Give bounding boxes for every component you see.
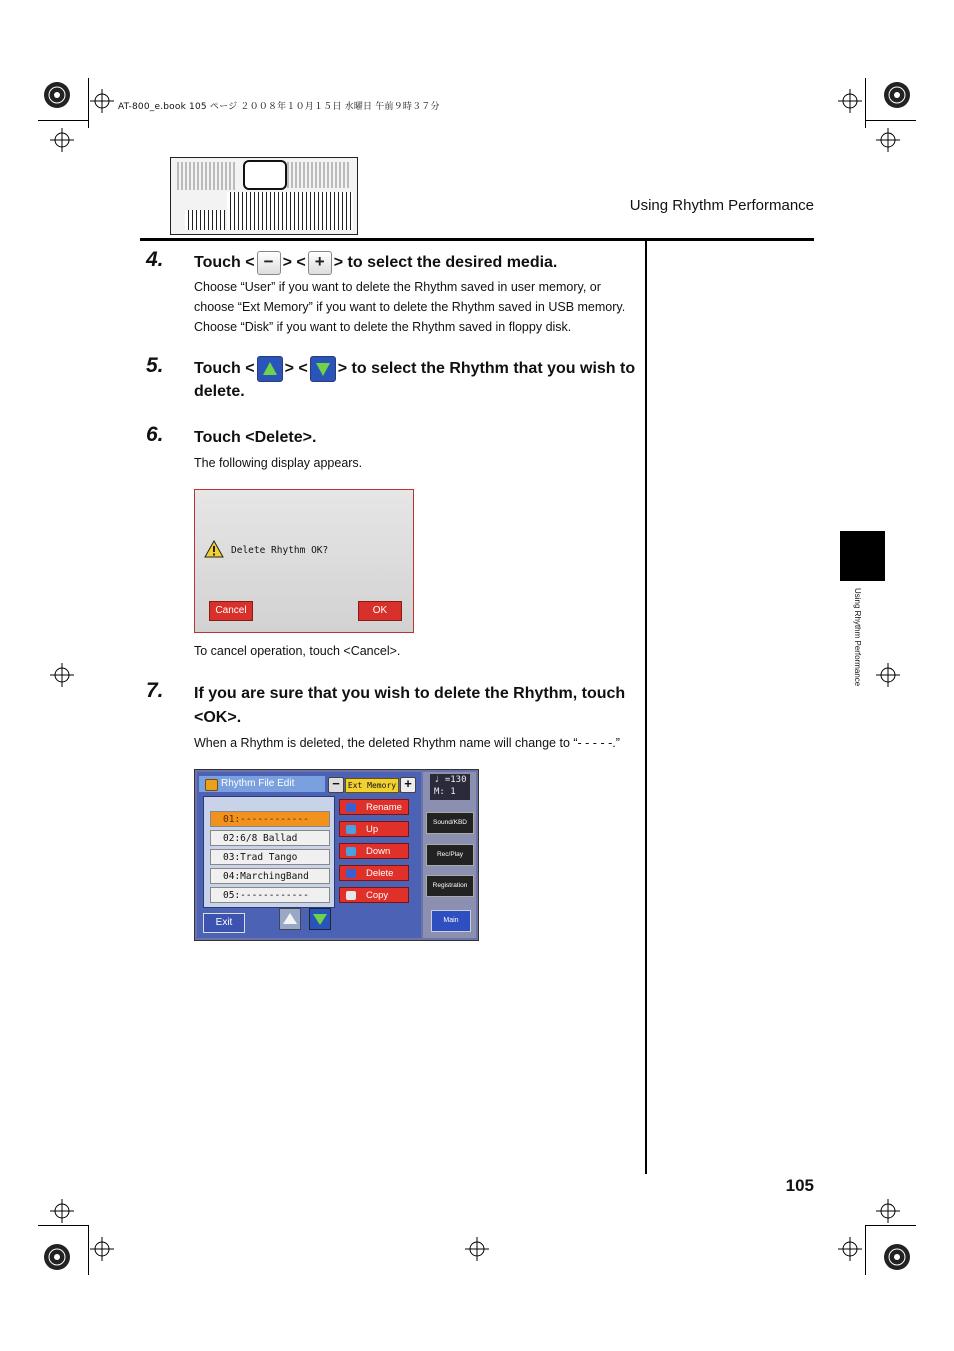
step-number: 4. bbox=[146, 248, 164, 271]
rename-button[interactable]: Rename bbox=[339, 799, 409, 815]
step-number: 6. bbox=[146, 423, 164, 446]
chapter-tab bbox=[840, 531, 885, 581]
media-plus-button[interactable]: + bbox=[400, 777, 416, 793]
list-item[interactable]: 03:Trad Tango bbox=[210, 849, 330, 865]
step-body: When a Rhythm is deleted, the deleted Rhythm name will change to “- - - - -.” bbox=[194, 736, 620, 750]
trash-icon bbox=[346, 869, 356, 878]
step-heading: Touch < > < > to select the Rhythm that you wish to bbox=[194, 356, 635, 382]
step-number: 7. bbox=[146, 679, 164, 702]
down-button[interactable]: Down bbox=[339, 843, 409, 859]
step-heading: Touch < − > < + > to select the desired media. bbox=[194, 251, 557, 275]
media-display: Ext Memory bbox=[345, 778, 399, 793]
chapter-tab-label: Using Rhythm Performance bbox=[853, 588, 862, 687]
organ-screen-highlight bbox=[243, 160, 287, 190]
media-minus-button[interactable]: − bbox=[328, 777, 344, 793]
cancel-button[interactable]: Cancel bbox=[209, 601, 253, 621]
step-body-line: choose “Ext Memory” if you want to delete the Rhythm saved in USB memory. bbox=[194, 300, 626, 314]
ok-button[interactable]: OK bbox=[358, 601, 402, 621]
warning-icon bbox=[204, 540, 224, 558]
delete-confirm-dialog bbox=[194, 489, 414, 633]
crosshair-mark-icon bbox=[876, 1199, 900, 1223]
section-title: Using Rhythm Performance bbox=[629, 197, 814, 214]
move-up-icon bbox=[346, 825, 356, 834]
minus-button-icon: − bbox=[257, 251, 281, 275]
print-header: AT-800_e.book 105 ページ ２００８年１０月１５日 水曜日 午前９時３７分 bbox=[118, 102, 440, 112]
sound-kbd-button[interactable]: Sound/KBD bbox=[426, 812, 474, 834]
list-item[interactable]: 02:6/8 Ballad bbox=[210, 830, 330, 846]
crosshair-mark-icon bbox=[90, 1237, 114, 1261]
crosshair-mark-icon bbox=[465, 1237, 489, 1261]
cancel-note: To cancel operation, touch <Cancel>. bbox=[194, 644, 401, 658]
registration-button[interactable]: Registration bbox=[426, 875, 474, 897]
crosshair-mark-icon bbox=[876, 128, 900, 152]
up-button[interactable]: Up bbox=[339, 821, 409, 837]
scroll-up-button[interactable] bbox=[279, 908, 301, 930]
step-body: The following display appears. bbox=[194, 456, 363, 470]
page-number: 105 bbox=[785, 1176, 814, 1195]
crosshair-mark-icon bbox=[876, 663, 900, 687]
dialog-message: Delete Rhythm OK? bbox=[231, 545, 329, 556]
organ-illustration bbox=[170, 157, 358, 235]
up-arrow-icon bbox=[280, 909, 300, 929]
step-number: 5. bbox=[146, 354, 164, 377]
rhythm-icon bbox=[205, 779, 218, 791]
copy-icon bbox=[346, 891, 356, 900]
move-down-icon bbox=[346, 847, 356, 856]
scroll-down-button[interactable] bbox=[309, 908, 331, 930]
up-arrow-button-icon bbox=[257, 356, 283, 382]
list-item[interactable]: 04:MarchingBand bbox=[210, 868, 330, 884]
rhythm-list bbox=[203, 796, 335, 908]
crosshair-mark-icon bbox=[838, 1237, 862, 1261]
step-body-line: Choose “User” if you want to delete the Rhythm saved in user memory, or bbox=[194, 280, 601, 294]
registration-mark-icon bbox=[42, 1242, 72, 1272]
down-arrow-icon bbox=[310, 909, 330, 929]
delete-button[interactable]: Delete bbox=[339, 865, 409, 881]
down-arrow-button-icon bbox=[310, 356, 336, 382]
crosshair-mark-icon bbox=[50, 128, 74, 152]
screen-title: Rhythm File Edit bbox=[199, 776, 325, 792]
registration-mark-icon bbox=[42, 80, 72, 110]
main-button[interactable]: Main bbox=[431, 910, 471, 932]
list-item[interactable]: 01:------------ bbox=[210, 811, 330, 827]
list-item[interactable]: 05:------------ bbox=[210, 887, 330, 903]
rhythm-file-edit-panel bbox=[197, 772, 421, 938]
plus-button-icon: + bbox=[308, 251, 332, 275]
rec-play-button[interactable]: Rec/Play bbox=[426, 844, 474, 866]
pencil-icon bbox=[346, 803, 356, 812]
step-heading-line2: delete. bbox=[194, 383, 245, 400]
side-panel bbox=[423, 772, 476, 938]
step-heading: Touch <Delete>. bbox=[194, 429, 317, 446]
copy-button[interactable]: Copy bbox=[339, 887, 409, 903]
header-rule bbox=[140, 238, 814, 241]
step-body-line: Choose “Disk” if you want to delete the Rhythm saved in floppy disk. bbox=[194, 320, 572, 334]
crosshair-mark-icon bbox=[838, 89, 862, 113]
registration-mark-icon bbox=[882, 1242, 912, 1272]
exit-button[interactable]: Exit bbox=[203, 913, 245, 933]
rhythm-file-edit-screen bbox=[194, 769, 479, 941]
tempo-display: ♩ =130 M: 1 bbox=[430, 774, 470, 800]
column-rule bbox=[645, 241, 647, 1174]
crosshair-mark-icon bbox=[50, 663, 74, 687]
crosshair-mark-icon bbox=[90, 89, 114, 113]
step-heading: If you are sure that you wish to delete the Rhythm, touch bbox=[194, 685, 626, 702]
step-heading-line2: <OK>. bbox=[194, 709, 242, 726]
crosshair-mark-icon bbox=[50, 1199, 74, 1223]
registration-mark-icon bbox=[882, 80, 912, 110]
